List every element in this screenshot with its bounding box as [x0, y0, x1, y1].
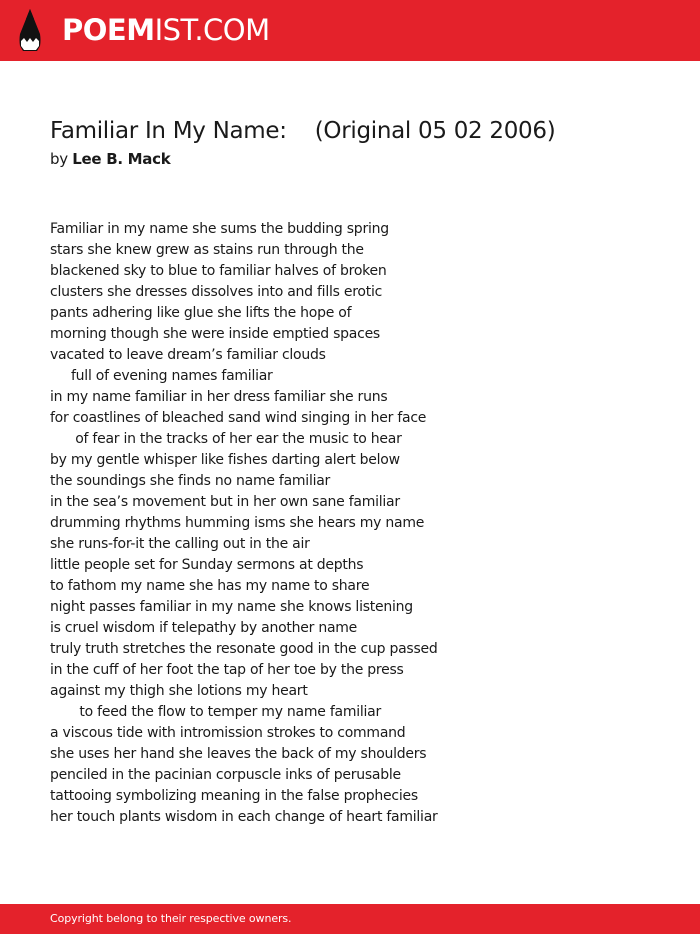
poem-line: tattooing symbolizing meaning in the false prophecies: [50, 788, 418, 804]
poem-line: stars she knew grew as stains run through the: [50, 242, 364, 258]
poem-line: blackened sky to blue to familiar halves of broken: [50, 263, 387, 279]
pencil-tip-icon[interactable]: [17, 8, 43, 52]
poem-line: in my name familiar in her dress familiar she runs: [50, 389, 388, 405]
poem-line: she runs-for-it the calling out in the air: [50, 536, 310, 552]
poem-line: vacated to leave dream’s familiar clouds: [50, 347, 326, 363]
poem-line: full of evening names familiar: [50, 368, 273, 384]
poem-line: the soundings she finds no name familiar: [50, 473, 331, 489]
site-header: [0, 0, 700, 61]
byline-prefix: by: [50, 150, 73, 168]
poem-line: to feed the flow to temper my name familiar: [50, 704, 381, 720]
poem-line: Familiar in my name she sums the budding spring: [50, 221, 389, 237]
poem-line: her touch plants wisdom in each change of heart familiar: [50, 809, 438, 825]
poem-line: little people set for Sunday sermons at depths: [50, 557, 364, 573]
poem-line: by my gentle whisper like fishes darting alert below: [50, 452, 400, 468]
poem-line: against my thigh she lotions my heart: [50, 683, 308, 699]
poem-body: [50, 219, 670, 828]
poem-line: of fear in the tracks of her ear the music to hear: [50, 431, 402, 447]
site-logo[interactable]: [62, 12, 270, 48]
poem-line: to fathom my name she has my name to share: [50, 578, 370, 594]
poem-line: truly truth stretches the resonate good in the cup passed: [50, 641, 438, 657]
poem-line: morning though she were inside emptied spaces: [50, 326, 380, 342]
poem-line: for coastlines of bleached sand wind singing in her face: [50, 410, 427, 426]
poem-byline: [50, 149, 170, 169]
poem-line: pants adhering like glue she lifts the hope of: [50, 305, 352, 321]
poem-title: Familiar In My Name: (Original 05 02 2006): [50, 118, 556, 144]
logo-light-text: IST.COM: [154, 13, 270, 47]
poem-author: Lee B. Mack: [72, 150, 171, 168]
poem-line: penciled in the pacinian corpuscle inks of perusable: [50, 767, 401, 783]
poem-line: she uses her hand she leaves the back of my shoulders: [50, 746, 427, 762]
poem-line: is cruel wisdom if telepathy by another name: [50, 620, 358, 636]
poem-line: a viscous tide with intromission strokes to command: [50, 725, 406, 741]
poem-line: in the cuff of her foot the tap of her toe by the press: [50, 662, 404, 678]
copyright-text: Copyright belong to their respective owners.: [50, 912, 292, 925]
poem-line: drumming rhythms humming isms she hears my name: [50, 515, 425, 531]
poem-line: night passes familiar in my name she knows listening: [50, 599, 413, 615]
site-footer: [0, 904, 700, 934]
poem-line: clusters she dresses dissolves into and fills erotic: [50, 284, 383, 300]
logo-strong-text: POEM: [62, 13, 155, 47]
poem-line: in the sea’s movement but in her own sane familiar: [50, 494, 400, 510]
